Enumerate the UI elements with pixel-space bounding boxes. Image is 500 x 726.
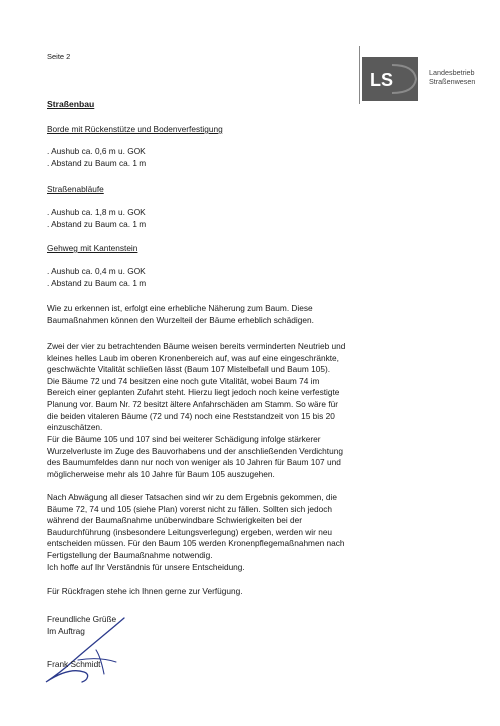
group-item: . Aushub ca. 0,4 m u. GOK (47, 266, 146, 276)
text-line: Fertigstellung der Baumaßnahme notwendig. (47, 549, 213, 560)
ls-logo-mark (362, 57, 418, 101)
ls-logo (362, 57, 418, 101)
section-title: Straßenbau (47, 99, 95, 109)
text-line: Die Bäume 72 und 74 besitzen eine noch gute Vitalität, wobei Baum 74 im (47, 375, 320, 386)
group-item: . Aushub ca. 0,6 m u. GOK (47, 146, 146, 156)
text-line: Wie zu erkennen ist, erfolgt eine erhebliche Näherung zum Baum. Diese (47, 303, 313, 313)
paragraph-4 (47, 492, 460, 573)
closing-on-behalf: Im Auftrag (47, 626, 85, 636)
text-line: einzuschätzen. (47, 422, 103, 433)
group-heading-borde: Borde mit Rückenstütze und Bodenverfestigung (47, 124, 223, 134)
logo-mark-text: LS (370, 70, 394, 90)
text-line: Zwei der vier zu betrachtenden Bäume weisen bereits verminderten Neutrieb und (47, 341, 346, 351)
text-line: Bäume 72, 74 und 105 (siehe Plan) vorerst nicht zu fällen. Sollten sich jedoch (47, 503, 333, 514)
text-line: Für die Bäume 105 und 107 sind bei weiterer Schädigung infolge stärkerer (47, 434, 321, 444)
text-line: Nach Abwägung all dieser Tatsachen sind wir zu dem Ergebnis gekommen, die (47, 492, 337, 502)
text-line: Ich hoffe auf Ihr Verständnis für unsere Entscheidung. (47, 561, 245, 572)
text-line: während der Baumaßnahme unüberwindbare Schwierigkeiten bei der (47, 515, 303, 526)
logo-divider (359, 46, 360, 104)
text-line: Für Rückfragen stehe ich Ihnen gerne zur Verfügung. (47, 586, 243, 596)
text-line: kleines helles Laub im oberen Kronenbereich auf, was auf eine eingeschränkte, (47, 352, 339, 363)
text-line: des Baumumfeldes dann nur noch von weniger als 10 Jahren für Baum 107 und (47, 457, 341, 468)
logo-line-1: Landesbetrieb (429, 68, 475, 77)
text-line: Planung vor. Baum Nr. 72 besitzt ältere Anfahrschäden am Stamm. So wäre für (47, 398, 338, 409)
text-line: Baudurchführung (insbesondere Leitungsverlegung) ergeben, werden wir neu (47, 526, 333, 537)
text-line: geschwächte Vitalität schließen lässt (Baum 107 Mistelbefall und Baum 105). (47, 364, 331, 375)
group-item: . Abstand zu Baum ca. 1 m (47, 278, 147, 288)
group-item: . Abstand zu Baum ca. 1 m (47, 158, 147, 168)
closing-greeting: Freundliche Grüße (47, 614, 117, 624)
paragraph-5 (47, 586, 460, 598)
group-heading-gehweg: Gehweg mit Kantenstein (47, 243, 138, 253)
text-line: die beiden vitaleren Bäume (72 und 74) noch eine Reststandzeit von 15 bis 20 (47, 410, 335, 421)
group-heading-strassenablaeufe: Straßenabläufe (47, 184, 104, 194)
text-line: entscheiden müssen. Für den Baum 105 werden Kronenpflegemaßnahmen nach (47, 538, 345, 549)
paragraph-3 (47, 434, 460, 480)
paragraph-1 (47, 303, 460, 326)
text-line: möglicherweise mehr als 10 Jahre für Baum 105 auszugehen. (47, 468, 275, 479)
text-line: Wurzelverluste im Zuge des Bauvorhabens und der anschließenden Verdichtung (47, 445, 343, 456)
logo-line-2: Straßenwesen (429, 77, 476, 86)
group-item: . Aushub ca. 1,8 m u. GOK (47, 207, 146, 217)
page-number: Seite 2 (47, 52, 71, 61)
signer-name: Frank Schmidt (47, 659, 101, 669)
text-line: Bereich einer geplanten Zufahrt steht. Hierzu liegt jedoch noch keine verfestigte (47, 387, 340, 398)
text-line: Baumaßnahmen können den Wurzelteil der Bäume erheblich schädigen. (47, 314, 314, 325)
handwritten-signature (38, 612, 138, 692)
group-item: . Abstand zu Baum ca. 1 m (47, 219, 147, 229)
paragraph-2 (47, 341, 460, 434)
